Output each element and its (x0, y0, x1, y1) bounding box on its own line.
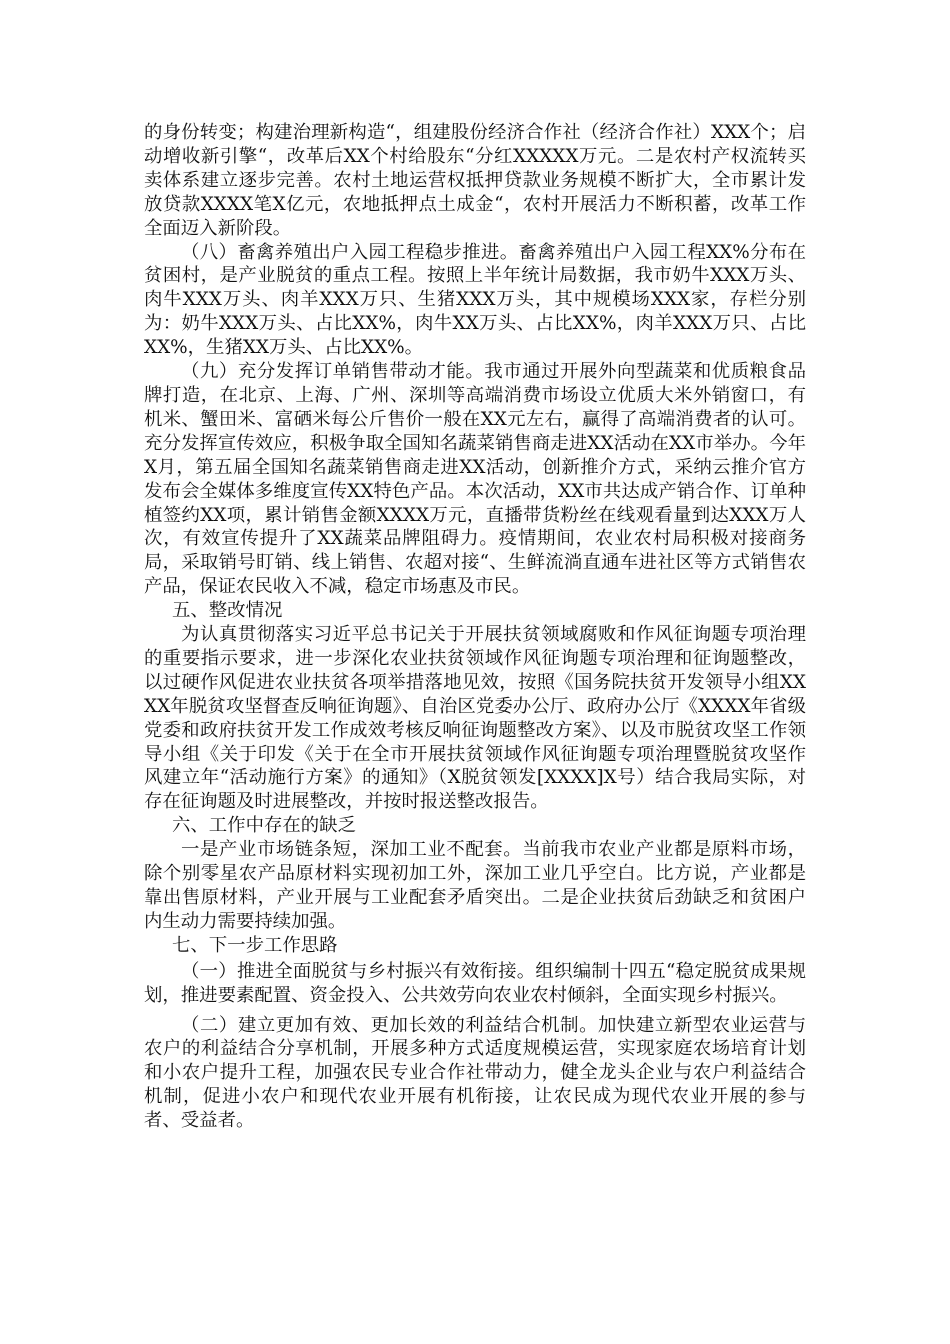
paragraph-next-step-2: （二）建立更加有效、更加长效的利益结合机制。加快建立新型农业运营与农户的利益结合分享机制，开展多种方式适度规模运营，实现家庭农场培育计划和小农户提升工程，加强农民专业合作社带动力，健全龙头企业与农户利益结合机制，促进小农户和现代农业开展有机衔接，让农民成为现代农业开展的参与者、受益者。 (144, 1014, 806, 1132)
paragraph-rectification: 为认真贯彻落实习近平总书记关于开展扶贫领域腐败和作风征询题专项治理的重要指示要求，进一步深化农业扶贫领域作风征询题专项治理和征询题整改，以过硬作风促进农业扶贫各项举措落地见效，按照《国务院扶贫开发领导小组XXXX年脱贫攻坚督查反响征询题》、自治区党委办公厅、政府办公厅《XXXX年省级党委和政府扶贫开发工作成效考核反响征询题整改方案》、以及市脱贫攻坚工作领导小组《关于印发《关于在全市开展扶贫领域作风征询题专项治理暨脱贫攻坚作风建立年“活动施行方案》的通知》（X脱贫领发[XXXX]X号）结合我局实际，对存在征询题及时进展整改，并按时报送整改报告。 (144, 624, 806, 813)
paragraph-livestock: （八）畜禽养殖出户入园工程稳步推进。畜禽养殖出户入园工程XX%分布在贫困村，是产业脱贫的重点工程。按照上半年统计局数据，我市奶牛XXX万头、肉牛XXX万头、肉羊XXX万只、生猪XXX万头，其中规模场XXX家，存栏分别为：奶牛XXX万头、占比XX%，肉牛XX万头、占比XX%，肉羊XXX万只、占比XX%，生猪XX万头、占比XX%。 (144, 241, 806, 359)
section-heading-next-steps: 七、下一步工作思路 (172, 934, 338, 956)
section-heading-rectification: 五、整改情况 (172, 600, 283, 622)
paragraph-next-step-1: （一）推进全面脱贫与乡村振兴有效衔接。组织编制十四五“稳定脱贫成果规划，推进要素配置、资金投入、公共效劳向农业农村倾斜，全面实现乡村振兴。 (144, 960, 806, 1006)
paragraph-shortcomings: 一是产业市场链条短，深加工业不配套。当前我市农业产业都是原料市场，除个别零星农产品原材料实现初加工外，深加工业几乎空白。比方说，产业都是靠出售原材料，产业开展与工业配套矛盾突出。二是企业扶贫后劲缺乏和贫困户内生动力需要持续加强。 (144, 839, 806, 932)
document-body (144, 121, 806, 1133)
paragraph-continued: 的身份转变；构建治理新构造“，组建股份经济合作社（经济合作社）XXX个；启动增收新引擎“，改革后XX个村给股东“分红XXXXX万元。二是农村产权流转买卖体系建立逐步完善。农村土地运营权抵押贷款业务规模不断扩大，全市累计发放贷款XXXX笔X亿元，农地抵押点土成金“，农村开展活力不断积蓄，改革工作全面迈入新阶段。 (144, 122, 806, 239)
paragraph-order-sales: （九）充分发挥订单销售带动才能。我市通过开展外向型蔬菜和优质粮食品牌打造，在北京、上海、广州、深圳等高端消费市场设立优质大米外销窗口，有机米、蟹田米、富硒米每公斤售价一般在XX元左右，赢得了高端消费者的认可。充分发挥宣传效应，积极争取全国知名蔬菜销售商走进XX活动在XX市举办。今年X月，第五届全国知名蔬菜销售商走进XX活动，创新推介方式，采纳云推介官方发布会全媒体多维度宣传XX特色产品。本次活动，XX市共达成产销合作、订单种植签约XX项，累计销售金额XXXX万元，直播带货粉丝在线观看量到达XXX万人次，有效宣传提升了XX蔬菜品牌阻碍力。疫情期间，农业农村局积极对接商务局，采取销号盯销、线上销售、农超对接“、生鲜流淌直通车进社区等方式销售农产品，保证农民收入不减，稳定市场惠及市民。 (144, 361, 806, 598)
section-heading-shortcomings: 六、工作中存在的缺乏 (172, 815, 356, 837)
